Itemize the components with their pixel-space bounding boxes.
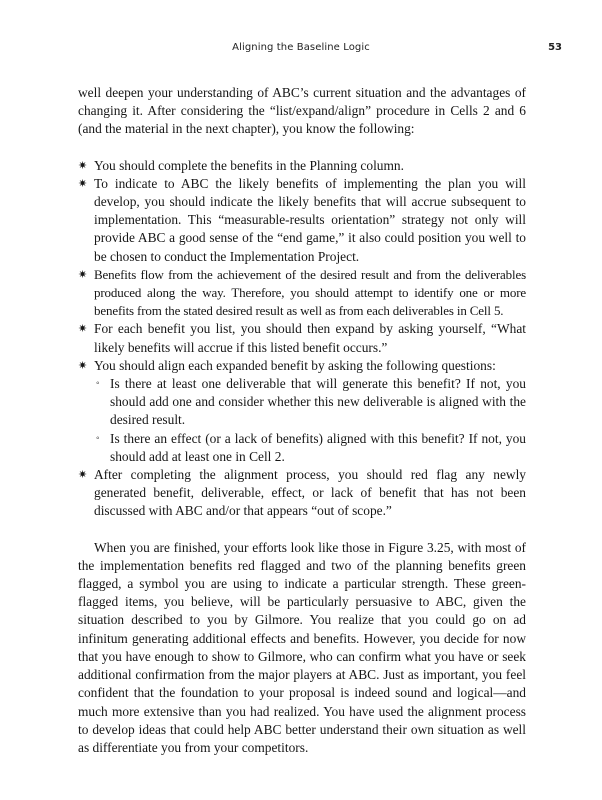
bullet-text: For each benefit you list, you should then expand by asking yourself, “What likely benefits will accrue if this listed benefit occurs.”	[94, 321, 526, 355]
bullet-text: You should complete the benefits in the Planning column.	[94, 157, 404, 173]
circle-bullet-icon: ◦	[96, 378, 100, 390]
running-head	[0, 42, 602, 58]
bullet-text: To indicate to ABC the likely benefits of implementing the plan you will develop, you should indicate the likely benefits that will accrue subsequent to implementation. This “measurable-results orientation” strategy not only will provide ABC a good sense of the “end game,” it also could position you well to be chosen to conduct the Implementation Project.	[94, 175, 526, 264]
bullet-text: You should align each expanded benefit by asking the following questions:	[94, 357, 496, 373]
asterisk-bullet-icon: ✷	[78, 323, 88, 336]
sub-bullet-text: Is there at least one deliverable that will generate this benefit? If not, you should add one and consider whether this new deliverable is aligned with the desired result.	[110, 376, 526, 428]
circle-bullet-icon: ◦	[96, 432, 100, 444]
sub-bullet-text: Is there an effect (or a lack of benefits) aligned with this benefit? If not, you should add at least one in Cell 2.	[110, 430, 526, 464]
bullet-item	[78, 266, 526, 321]
sub-bullet-item	[94, 375, 526, 430]
asterisk-bullet-icon: ✷	[78, 268, 88, 281]
bullet-text: After completing the alignment process, you should red flag any newly generated benefit, deliverable, effect, or lack of benefit that has not been discussed with ABC and/or that appears “out of scope.”	[94, 467, 526, 519]
intro-paragraph: well deepen your understanding of ABC’s current situation and the advantages of changing it. After considering the “list/expand/align” procedure in Cells 2 and 6 (and the material in the next chapter), you know the following:	[78, 85, 526, 137]
running-title: Aligning the Baseline Logic	[232, 42, 370, 53]
body-text	[78, 84, 526, 757]
bullet-item	[78, 157, 526, 175]
asterisk-bullet-icon: ✷	[78, 469, 88, 482]
sub-bullet-item	[94, 430, 526, 466]
bullet-list	[78, 157, 526, 521]
bullet-text: Benefits flow from the achievement of the desired result and from the deliverables produced along the way. Therefore, you should attempt to identify one or more benefits from the stated desired result as well as from each deliverables in Cell 5.	[94, 266, 526, 319]
sub-bullet-list	[94, 375, 526, 466]
asterisk-bullet-icon: ✷	[78, 159, 88, 172]
bullet-item	[78, 175, 526, 266]
asterisk-bullet-icon: ✷	[78, 359, 88, 372]
bullet-item	[78, 357, 526, 466]
bullet-item	[78, 320, 526, 356]
page-number: 53	[548, 42, 562, 53]
closing-paragraph: When you are finished, your efforts look like those in Figure 3.25, with most of the implementation benefits red flagged and two of the planning benefits green flagged, a symbol you are using to indicate a particular strength. These green-flagged items, you believe, will be particularly persuasive to ABC, given the situation described to you by Gilmore. You realize that you could go on ad infinitum generating additional effects and benefits. However, you decide for now that you have enough to show to Gilmore, who can confirm what you have or seek additional confirmation from the major players at ABC. Just as important, you feel confident that the foundation to your proposal is indeed sound and logical—and much more extensive than you had realized. You have used the alignment process to develop ideas that could help ABC better understand their own situation as well as differentiate you from your competitors.	[78, 539, 526, 755]
bullet-item	[78, 466, 526, 521]
asterisk-bullet-icon: ✷	[78, 177, 88, 190]
